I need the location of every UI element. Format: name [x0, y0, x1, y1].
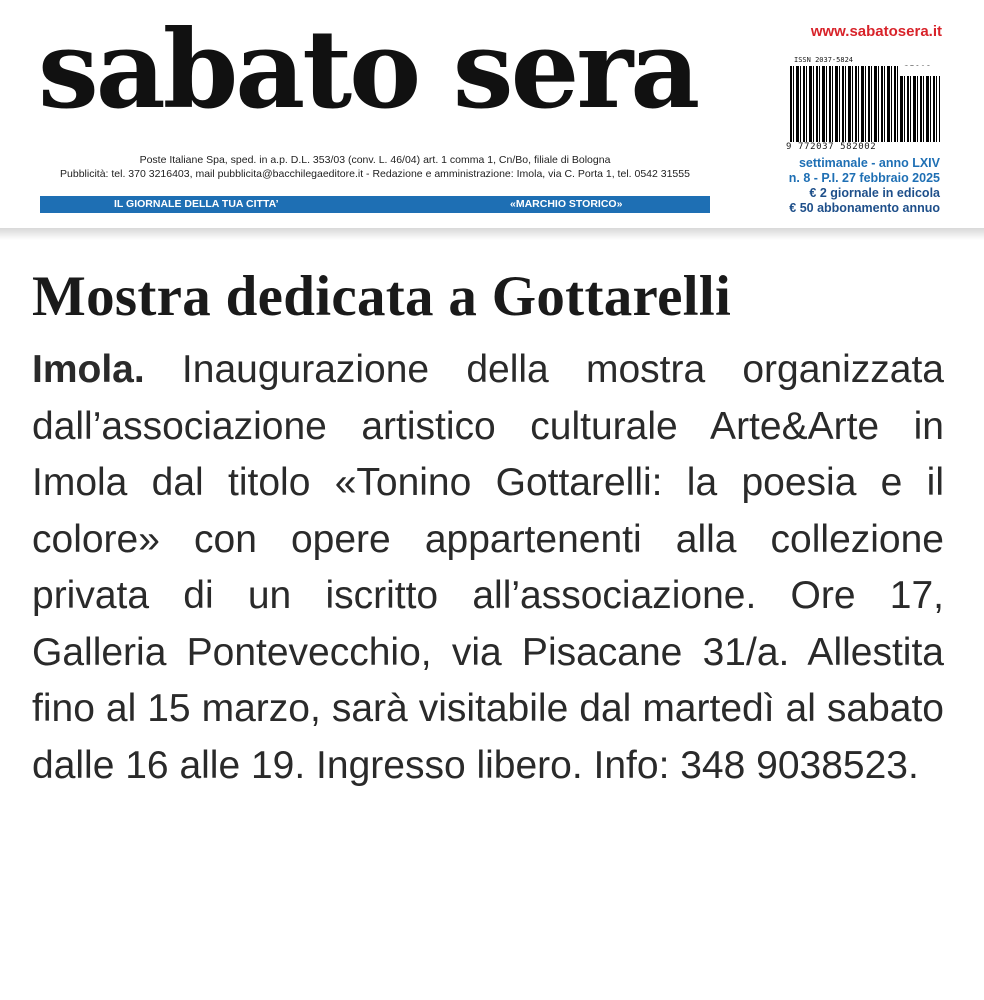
subscription-price: € 50 abbonamento annuo — [789, 201, 940, 215]
tagline-bar — [40, 196, 710, 213]
article-headline: Mostra dedicata a Gottarelli — [32, 265, 732, 328]
postal-info — [40, 153, 710, 181]
barcode-number: 9 772037 582002 — [786, 142, 877, 152]
barcode-bars-icon — [790, 66, 940, 142]
issue-number-date: n. 8 - P.I. 27 febbraio 2025 — [788, 171, 940, 185]
article — [32, 262, 944, 794]
issn-label: ISSN 2037-5824 — [794, 56, 854, 64]
website-link[interactable]: www.sabatosera.it — [810, 23, 942, 40]
issue-frequency: settimanale - anno LXIV — [798, 156, 940, 170]
issue-price: € 2 giornale in edicola — [809, 186, 940, 200]
tagline-left: IL GIORNALE DELLA TUA CITTA’ — [114, 198, 279, 210]
masthead — [0, 0, 984, 232]
postal-line-1: Poste Italiane Spa, sped. in a.p. D.L. 353/03 (conv. L. 46/04) art. 1 comma 1, Cn/Bo, filiale di Bologna — [139, 154, 611, 166]
postal-line-2: Pubblicità: tel. 370 3216403, mail pubblicita@bacchilegaeditore.it - Redazione e amministrazione: Imola, via C. Porta 1, tel. 0542 31555 — [60, 168, 690, 180]
masthead-divider — [0, 228, 984, 240]
newspaper-logo: sabato sera — [38, 7, 698, 133]
article-body — [32, 342, 944, 794]
article-dateline: Imola. — [32, 348, 145, 391]
tagline-right: «MARCHIO STORICO» — [510, 198, 623, 210]
issue-info — [770, 156, 940, 216]
article-text: Inaugurazione della mostra organizzata dall’associazione artistico culturale Arte&Arte in Imola dal titolo «Tonino Gottarelli: la poesia e il colore» con opere appartenenti alla collezione privata di un iscritto all’associazione. Ore 17, Galleria Pontevecchio, via Pisacane 31/a. Allestita fino al 15 marzo, sarà visitabile dal martedì al sabato dalle 16 alle 19. Ingresso libero. Info: 348 9038523. — [32, 348, 944, 787]
barcode — [786, 56, 956, 156]
